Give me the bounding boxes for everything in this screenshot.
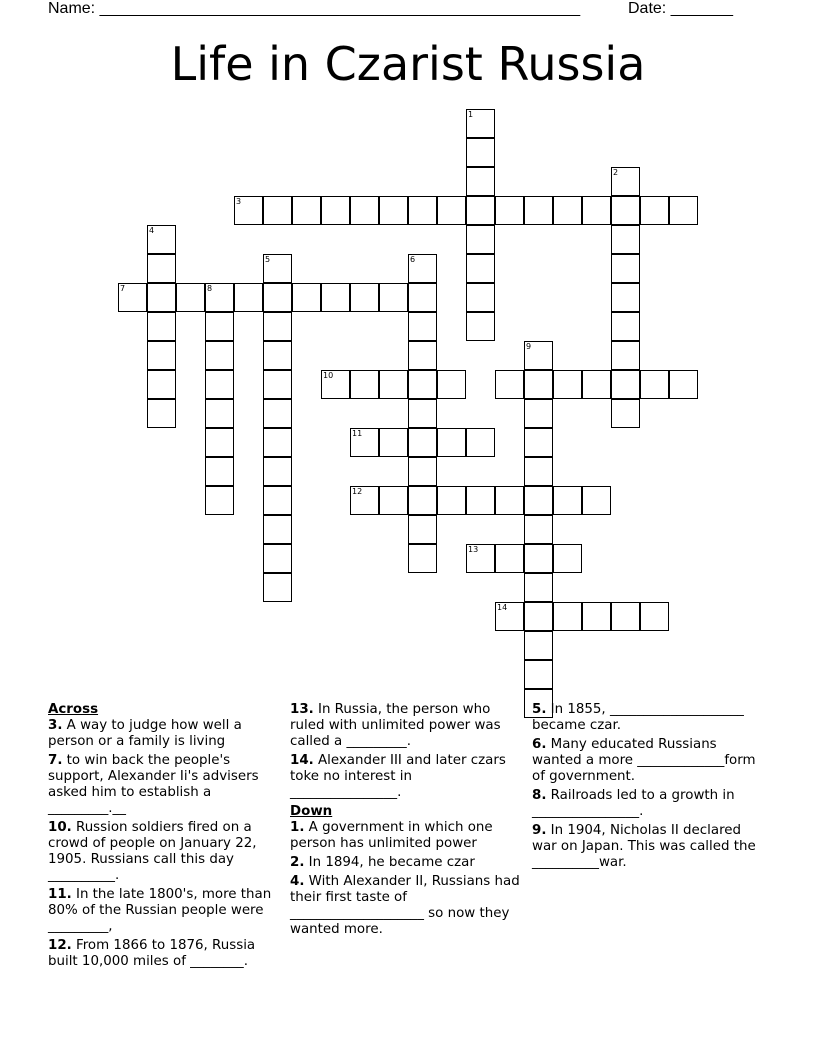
clue-text: Railroads led to a growth in ________________. (532, 788, 735, 819)
grid-cell[interactable] (640, 602, 669, 631)
clue-label: 8. (532, 788, 547, 803)
grid-cell[interactable] (234, 283, 263, 312)
clue (48, 887, 280, 935)
grid-cell[interactable] (408, 457, 437, 486)
clue-number: 7 (120, 284, 126, 293)
clue-label: 11. (48, 887, 72, 902)
clue-text: A government in which one person has unlimited power (290, 820, 493, 851)
grid-cell[interactable] (524, 515, 553, 544)
grid-cell[interactable] (611, 196, 640, 225)
grid-cell[interactable] (263, 370, 292, 399)
across-clue-list-continued (290, 702, 522, 801)
clue (48, 938, 280, 970)
grid-cell[interactable] (205, 399, 234, 428)
grid-cell[interactable] (263, 283, 292, 312)
grid-cell[interactable] (350, 283, 379, 312)
grid-cell[interactable] (553, 370, 582, 399)
clue-text: Many educated Russians wanted a more _____________form of government. (532, 737, 756, 784)
clue-text: In the late 1800's, more than 80% of the Russian people were _________, (48, 887, 272, 934)
clue-label: 6. (532, 737, 547, 752)
clue (290, 855, 522, 871)
clue-text: In 1894, he became czar (304, 855, 475, 870)
clue (48, 718, 280, 750)
grid-cell[interactable] (524, 573, 553, 602)
grid-cell[interactable] (408, 544, 437, 573)
grid-cell[interactable] (408, 486, 437, 515)
grid-cell[interactable] (321, 283, 350, 312)
grid-cell[interactable] (640, 196, 669, 225)
clue-number: 13 (468, 545, 479, 554)
clue-text: Alexander III and later czars toke no interest in ________________. (290, 753, 506, 800)
grid-cell[interactable] (379, 283, 408, 312)
grid-cell[interactable] (524, 486, 553, 515)
across-heading: Across (48, 702, 99, 717)
clue-text: In 1855, ____________________ became czar. (532, 702, 744, 733)
grid-cell[interactable] (611, 399, 640, 428)
clue-label: 12. (48, 938, 72, 953)
grid-cell[interactable] (611, 283, 640, 312)
clue-text: to win back the people's support, Alexander Ii's advisers asked him to establish a _________.__ (48, 753, 259, 816)
clue-label: 10. (48, 820, 72, 835)
grid-cell[interactable] (524, 457, 553, 486)
grid-cell[interactable] (408, 428, 437, 457)
clue (48, 820, 280, 884)
grid-cell[interactable] (611, 254, 640, 283)
grid-cell[interactable] (350, 196, 379, 225)
grid-cell[interactable] (292, 196, 321, 225)
grid-cell[interactable] (524, 544, 553, 573)
grid-cell[interactable] (205, 312, 234, 341)
grid-cell[interactable] (205, 428, 234, 457)
clue-text: In 1904, Nicholas II declared war on Japan. This was called the __________war. (532, 823, 756, 870)
grid-cell[interactable] (466, 138, 495, 167)
date-line[interactable]: Date: _______ (628, 0, 733, 17)
grid-cell[interactable] (408, 341, 437, 370)
clue-text: A way to judge how well a person or a family is living (48, 718, 242, 749)
grid-cell[interactable] (263, 341, 292, 370)
page-title: Life in Czarist Russia (170, 37, 646, 91)
grid-cell[interactable] (524, 631, 553, 660)
clue-label: 13. (290, 702, 314, 717)
grid-cell[interactable] (408, 196, 437, 225)
grid-cell[interactable] (611, 602, 640, 631)
grid-cell[interactable] (176, 283, 205, 312)
grid-cell[interactable] (582, 486, 611, 515)
grid-cell[interactable] (466, 196, 495, 225)
down-clue-list (290, 820, 522, 938)
clue-number: 4 (149, 226, 155, 235)
grid-cell[interactable] (408, 515, 437, 544)
grid-cell[interactable] (147, 254, 176, 283)
name-line[interactable]: Name: ______________________________________________________ (48, 0, 581, 17)
grid-cell[interactable] (379, 428, 408, 457)
grid-cell[interactable] (524, 370, 553, 399)
clue-label: 3. (48, 718, 63, 733)
grid-cell[interactable] (147, 370, 176, 399)
grid-cell[interactable] (466, 225, 495, 254)
grid-cell[interactable] (466, 254, 495, 283)
grid-cell[interactable] (263, 486, 292, 515)
grid-cell[interactable] (350, 370, 379, 399)
clue (290, 753, 522, 801)
grid-cell[interactable] (524, 602, 553, 631)
clue-text: Russion soldiers fired on a crowd of people on January 22, 1905. Russians call this day __________. (48, 820, 257, 883)
grid-cell[interactable] (611, 370, 640, 399)
grid-cell[interactable] (437, 486, 466, 515)
grid-cell[interactable] (205, 370, 234, 399)
grid-cell[interactable] (408, 312, 437, 341)
down-clue-list-continued (532, 702, 764, 871)
grid-cell[interactable] (466, 312, 495, 341)
grid-cell[interactable] (495, 544, 524, 573)
clue-number: 9 (526, 342, 532, 351)
clue-label: 1. (290, 820, 305, 835)
clue (48, 753, 280, 817)
clue-number: 12 (352, 487, 363, 496)
clue-number: 6 (410, 255, 416, 264)
grid-cell[interactable] (524, 399, 553, 428)
clue-label: 14. (290, 753, 314, 768)
grid-cell[interactable] (553, 196, 582, 225)
clue-label: 5. (532, 702, 547, 717)
grid-cell[interactable] (263, 544, 292, 573)
grid-cell[interactable] (205, 486, 234, 515)
clue-text: In Russia, the person who ruled with unlimited power was called a _________. (290, 702, 501, 749)
grid-cell[interactable] (582, 602, 611, 631)
grid-cell[interactable] (669, 196, 698, 225)
grid-cell[interactable] (611, 312, 640, 341)
grid-cell[interactable] (582, 196, 611, 225)
clue (290, 702, 522, 750)
grid-cell[interactable] (553, 544, 582, 573)
clue-number: 14 (497, 603, 508, 612)
grid-cell[interactable] (147, 312, 176, 341)
grid-cell[interactable] (437, 428, 466, 457)
grid-cell[interactable] (205, 457, 234, 486)
clue-number: 1 (468, 110, 474, 119)
grid-cell[interactable] (466, 428, 495, 457)
grid-cell[interactable] (466, 167, 495, 196)
grid-cell[interactable] (147, 399, 176, 428)
grid-cell[interactable] (466, 486, 495, 515)
grid-cell[interactable] (321, 196, 350, 225)
grid-cell[interactable] (582, 370, 611, 399)
across-clue-list (48, 718, 280, 970)
grid-cell[interactable] (263, 457, 292, 486)
grid-cell[interactable] (553, 486, 582, 515)
clue-number: 10 (323, 371, 334, 380)
grid-cell[interactable] (205, 341, 234, 370)
clue-column-3 (532, 702, 764, 874)
grid-cell[interactable] (408, 283, 437, 312)
clue-number: 2 (613, 168, 619, 177)
grid-cell[interactable] (495, 370, 524, 399)
grid-cell[interactable] (263, 515, 292, 544)
clue-number: 5 (265, 255, 271, 264)
grid-cell[interactable] (408, 370, 437, 399)
clue-text: With Alexander II, Russians had their first taste of ____________________ so now they wanted more. (290, 874, 520, 937)
clue-number: 11 (352, 429, 363, 438)
clue (290, 820, 522, 852)
clue-label: 7. (48, 753, 63, 768)
clue-text: From 1866 to 1876, Russia built 10,000 miles of ________. (48, 938, 256, 969)
clue-label: 2. (290, 855, 305, 870)
grid-cell[interactable] (408, 399, 437, 428)
grid-cell[interactable] (524, 428, 553, 457)
clue-number: 3 (236, 197, 242, 206)
grid-cell[interactable] (379, 370, 408, 399)
grid-cell[interactable] (263, 399, 292, 428)
grid-cell[interactable] (524, 660, 553, 689)
clue (532, 702, 764, 734)
grid-cell[interactable] (379, 196, 408, 225)
clue (532, 737, 764, 785)
down-heading: Down (290, 804, 333, 819)
grid-cell[interactable] (437, 370, 466, 399)
grid-cell[interactable] (263, 573, 292, 602)
clue-label: 4. (290, 874, 305, 889)
grid-cell[interactable] (553, 602, 582, 631)
grid-cell[interactable] (263, 312, 292, 341)
grid-cell[interactable] (147, 341, 176, 370)
clue (290, 874, 522, 938)
grid-cell[interactable] (292, 283, 321, 312)
grid-cell[interactable] (466, 283, 495, 312)
grid-cell[interactable] (495, 196, 524, 225)
grid-cell[interactable] (263, 428, 292, 457)
grid-cell[interactable] (611, 341, 640, 370)
clue-column-1 (48, 702, 280, 973)
grid-cell[interactable] (669, 370, 698, 399)
grid-cell[interactable] (611, 225, 640, 254)
clue (532, 823, 764, 871)
grid-cell[interactable] (495, 486, 524, 515)
grid-cell[interactable] (147, 283, 176, 312)
clue-column-2 (290, 702, 522, 941)
grid-cell[interactable] (437, 196, 466, 225)
clue-label: 9. (532, 823, 547, 838)
clue (532, 788, 764, 820)
grid-cell[interactable] (524, 196, 553, 225)
grid-cell[interactable] (379, 486, 408, 515)
grid-cell[interactable] (263, 196, 292, 225)
grid-cell[interactable] (640, 370, 669, 399)
clue-number: 8 (207, 284, 213, 293)
